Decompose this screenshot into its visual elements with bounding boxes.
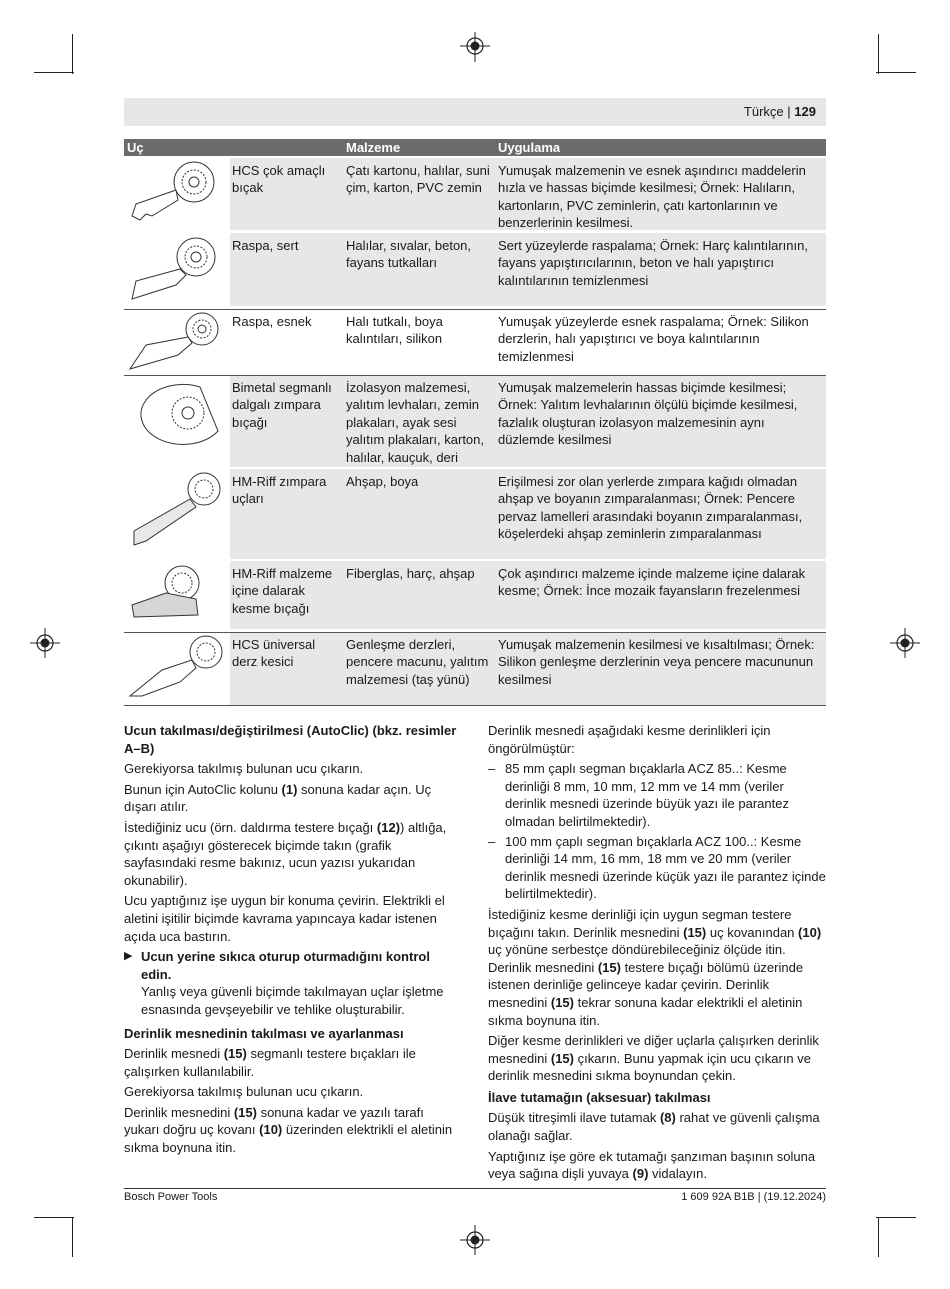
right-column	[488, 722, 828, 1186]
carbide-riff-plunge-cut-blade-icon	[126, 563, 226, 631]
footer-rule	[124, 1188, 826, 1189]
footer-brand: Bosch Power Tools	[124, 1191, 218, 1203]
column-header-tip: Uç	[127, 140, 144, 155]
tip-application: Erişilmesi zor olan yerlerde zımpara kağıdı olmadan ahşap ve boyanın zımparalanması; Örnek: Pencere pervaz lamelleri arasındaki boyanın zımparalanması, köşelerdeki ahşap zeminlerin zımparalanması	[498, 474, 803, 542]
column-header-material: Malzeme	[346, 140, 401, 155]
tip-application: Yumuşak yüzeylerde esnek raspalama; Örnek: Silikon derzlerin, halı yapıştırıcı ve boya kalıntılarının temizlenmesi	[498, 314, 809, 364]
crop-mark	[878, 1217, 879, 1257]
section-heading: Ucun takılması/değiştirilmesi (AutoClic) (bkz. resimler A–B)	[124, 723, 457, 756]
registration-mark-icon	[890, 628, 920, 658]
registration-mark-icon	[460, 32, 490, 62]
tip-name: HM-Riff malzeme içine dalarak kesme bıçağı	[232, 566, 333, 616]
list-item: – 100 mm çaplı segman bıçaklarla ACZ 100..: Kesme derinliği 14 mm, 16 mm, 18 mm ve 20 mm (veriler derinlik mesnedi üzerinde küçük yazı ile parantez içinde belirtilmektedir).	[488, 833, 826, 902]
tip-name: Raspa, sert	[232, 238, 299, 253]
paragraph: Ucu yaptığınız işe uygun bir konuma çevirin. Elektrikli el aletini işitilir biçimde kavrama yapıncaya kadar istenen açıda uca bastırın.	[124, 893, 445, 944]
registration-mark-icon	[460, 1225, 490, 1255]
tip-material: İzolasyon malzemesi, yalıtım levhaları, zemin plakaları, ayak sesi yalıtım plakaları, karton, halılar, kauçuk, deri	[346, 380, 484, 465]
table-header	[124, 139, 826, 156]
registration-mark-icon	[30, 628, 60, 658]
section-heading: Derinlik mesnedinin takılması ve ayarlanması	[124, 1025, 404, 1041]
table-row	[124, 158, 826, 231]
warning-arrow-icon: ▶	[124, 950, 133, 963]
column-header-application: Uygulama	[498, 140, 561, 155]
page-header-band	[124, 98, 826, 126]
tip-material: Genleşme derzleri, pencere macunu, yalıtım malzemesi (taş yünü)	[346, 637, 489, 687]
warning-title: Ucun yerine sıkıca oturup oturmadığını kontrol edin.	[141, 949, 430, 982]
tip-material: Ahşap, boya	[346, 474, 419, 489]
crop-mark	[34, 72, 74, 73]
carbide-riff-sanding-finger-icon	[126, 471, 226, 551]
warning-text: Yanlış veya güvenli biçimde takılmayan uçlar işletme esnasında gevşeyebilir ve tehlike oluşturabilir.	[141, 984, 444, 1017]
table-row	[124, 632, 826, 705]
tip-material: Halı tutkalı, boya kalıntıları, silikon	[346, 314, 443, 347]
tip-name: HM-Riff zımpara uçları	[232, 474, 327, 507]
crop-mark	[876, 72, 916, 73]
tip-application: Çok aşındırıcı malzeme içinde malzeme içine dalarak kesme; Örnek: İnce mozaik fayansların frezelenmesi	[498, 566, 806, 599]
paragraph: Bunun için AutoClic kolunu (1) sonuna kadar açın. Uç dışarı atılır.	[124, 781, 432, 815]
tip-name: HCS çok amaçlı bıçak	[232, 163, 326, 196]
paragraph: İstediğiniz ucu (örn. daldırma testere bıçağı (12)) altlığa, çıkıntı aşağıyı gösterecek biçimde takın (grafik sayfasındaki resme bakınız, ucun yazısı yukarıdan okunabilir).	[124, 819, 447, 888]
table-row	[124, 233, 826, 307]
paragraph: Derinlik mesnedi aşağıdaki kesme derinlikleri için öngörülmüştür:	[488, 723, 771, 756]
flexible-scraper-icon	[126, 311, 226, 379]
list-item: – 85 mm çaplı segman bıçaklarla ACZ 85..: Kesme derinliği 8 mm, 10 mm, 12 mm ve 14 mm (veriler derinlik mesnedi üzerinde büyük yazı ile parantez olmadan belirtilmektedir).	[488, 761, 789, 829]
paragraph: Derinlik mesnedi (15) segmanlı testere bıçakları ile çalışırken kullanılabilir.	[124, 1046, 416, 1079]
paragraph: Gerekiyorsa takılmış bulunan ucu çıkarın.	[124, 761, 364, 777]
header-separator: |	[787, 104, 791, 119]
tip-name: Raspa, esnek	[232, 314, 312, 329]
page-header	[744, 104, 816, 119]
tip-material: Fiberglas, harç, ahşap	[346, 566, 475, 581]
hcs-multi-purpose-blade-icon	[126, 160, 226, 228]
footer-doc-id: 1 609 92A B1B | (19.12.2024)	[681, 1191, 826, 1203]
table-row	[124, 561, 826, 630]
tip-application: Yumuşak malzemelerin hassas biçimde kesilmesi; Örnek: Yalıtım levhalarının ölçülü biçimde kesilmesi, fazlalık oluşturan izolasyon malzemesinin aynı düzlemde kesilmesi	[498, 380, 798, 448]
page-number: 129	[794, 104, 816, 119]
table-row	[124, 375, 826, 468]
paragraph: Derinlik mesnedini (15) sonuna kadar ve yazılı tarafı yukarı doğru uç kovanı (10) üzerinden elektrikli el aletinin sıkma boynuna itin.	[124, 1104, 453, 1156]
table-row	[124, 309, 826, 375]
paragraph: Gerekiyorsa takılmış bulunan ucu çıkarın.	[124, 1084, 364, 1100]
paragraph: Diğer kesme derinlikleri ve diğer uçlarla çalışırken derinlik mesnedini (15) çıkarın. Bunu yapmak için ucu çıkarın ve derinlik mesnedini sıkma boynundan çekin.	[488, 1033, 819, 1084]
left-column	[124, 722, 460, 1160]
crop-mark	[34, 1217, 74, 1218]
tip-material: Halılar, sıvalar, beton, fayans tutkalları	[346, 238, 472, 271]
table-row	[124, 469, 826, 560]
warning-note	[124, 948, 460, 1018]
paragraph: Yaptığınız işe göre ek tutamağı şanzıman başının soluna veya sağına dişli yuvaya (9) vidalayın.	[488, 1148, 816, 1182]
tip-application: Yumuşak malzemenin ve esnek aşındırıcı maddelerin hızla ve hassas biçimde kesilmesi; Örnek: Halıların, kartonların, PVC zeminlerin, çatı kartonlarının ve benzerlerinin kesilmesi.	[498, 163, 806, 231]
paragraph: İstediğiniz kesme derinliği için uygun segman testere bıçağını takın. Derinlik mesnedini (15) uç kovanından (10) uç yönüne serbestçe döndürebileceğiniz ölçüde itin. Derinlik mesnedini (15) testere bıçağı bölümü üzerinde istenen derinliğe gelinceye kadar çevirin. Derinlik mesnedini (15) tekrar sonuna kadar elektrikli el aletinin sıkma boynuna itin.	[488, 906, 822, 1028]
tip-application: Sert yüzeylerde raspalama; Örnek: Harç kalıntılarının, fayans yapıştırıcılarının, beton ve halı yapıştırıcı kalıntılarının temizlenmesi	[498, 238, 808, 288]
tip-name: Bimetal segmanlı dalgalı zımpara bıçağı	[232, 380, 332, 430]
tip-application: Yumuşak malzemenin kesilmesi ve kısaltılması; Örnek: Silikon genleşme derzlerinin veya pencere macununun kesilmesi	[498, 637, 815, 687]
hcs-universal-joint-cutter-icon	[126, 634, 226, 702]
tip-name: HCS üniversal derz kesici	[232, 637, 316, 670]
section-heading: İlave tutamağın (aksesuar) takılması	[488, 1089, 711, 1105]
table-end-line	[124, 705, 826, 706]
crop-mark	[72, 1217, 73, 1257]
rigid-scraper-icon	[126, 235, 226, 303]
header-language: Türkçe	[743, 104, 784, 119]
crop-mark	[878, 34, 879, 74]
crop-mark	[72, 34, 73, 74]
tip-material: Çatı kartonu, halılar, suni çim, karton, PVC zemin	[346, 163, 490, 196]
paragraph: Düşük titreşimli ilave tutamak (8) rahat ve güvenli çalışma olanağı sağlar.	[488, 1110, 820, 1144]
crop-mark	[876, 1217, 916, 1218]
segment-saw-blade-icon	[126, 381, 226, 449]
